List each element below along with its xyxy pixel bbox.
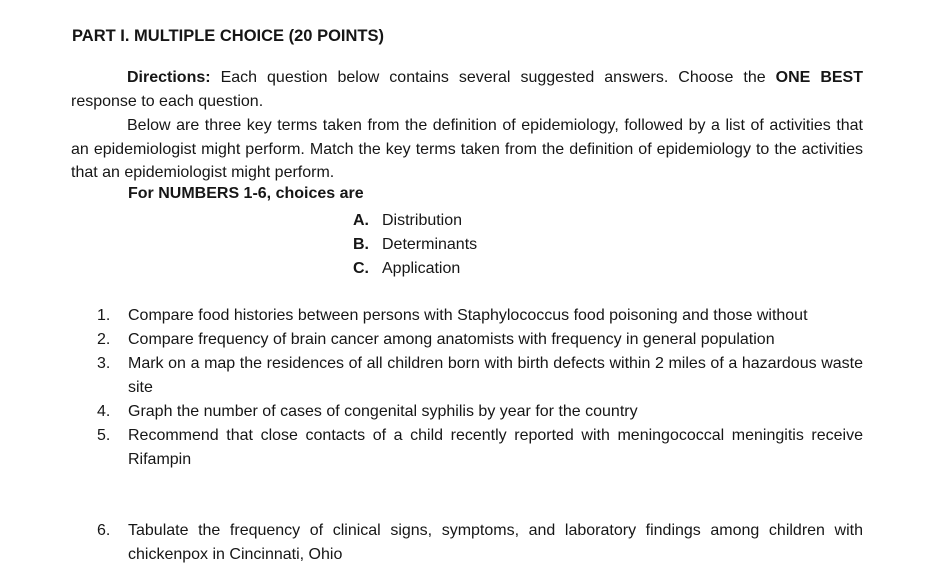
question-number: 4. — [97, 403, 111, 420]
choice-text: Determinants — [382, 236, 478, 253]
question-item — [97, 424, 863, 472]
question-item — [97, 328, 863, 352]
directions-text-end: response to each question. — [71, 92, 264, 110]
choice-text: Application — [382, 260, 461, 277]
choices-list — [353, 209, 477, 281]
directions-text: Each question below contains several suggested answers. Choose the — [210, 69, 776, 86]
question-number: 2. — [97, 331, 111, 348]
choice-item — [353, 209, 477, 233]
choice-item — [353, 233, 477, 257]
choice-item — [353, 257, 477, 281]
key-terms-text: Below are three key terms taken from the definition of epidemiology, followed by a list of activities that an epidemiologist might perform. Match the key terms taken from the definition of epidemiology to the activities that an epidemiologist might perform. — [71, 117, 863, 181]
question-item — [97, 519, 863, 567]
directions-label: Directions: — [127, 69, 211, 86]
question-text: Mark on a map the residences of all children born with birth defects within 2 miles of a hazardous waste site — [128, 355, 863, 396]
questions-list — [97, 304, 863, 472]
directions-emphasis: ONE BEST — [775, 69, 864, 86]
question-text: Compare food histories between persons with Staphylococcus food poisoning and those without — [128, 307, 808, 324]
question-number: 6. — [97, 522, 111, 539]
key-terms-paragraph — [71, 114, 863, 185]
directions-paragraph — [71, 66, 863, 113]
questions-list-continued — [97, 519, 863, 567]
question-text: Graph the number of cases of congenital syphilis by year for the country — [128, 403, 638, 420]
question-number: 3. — [97, 355, 111, 372]
choice-text: Distribution — [382, 212, 463, 229]
question-number: 5. — [97, 427, 111, 444]
choice-letter: C. — [353, 260, 369, 277]
choices-heading: For NUMBERS 1-6, choices are — [128, 185, 364, 202]
question-text: Tabulate the frequency of clinical signs, symptoms, and laboratory findings among children with chickenpox in Cincinnati, Ohio — [128, 522, 863, 563]
question-item — [97, 352, 863, 400]
section-title: PART I. MULTIPLE CHOICE (20 POINTS) — [72, 27, 384, 45]
question-item — [97, 400, 863, 424]
choice-letter: A. — [353, 212, 369, 229]
question-text: Compare frequency of brain cancer among anatomists with frequency in general population — [128, 331, 775, 348]
question-number: 1. — [97, 307, 111, 324]
choice-letter: B. — [353, 236, 369, 253]
question-text: Recommend that close contacts of a child recently reported with meningococcal meningitis receive Rifampin — [128, 427, 863, 468]
question-item — [97, 304, 863, 328]
